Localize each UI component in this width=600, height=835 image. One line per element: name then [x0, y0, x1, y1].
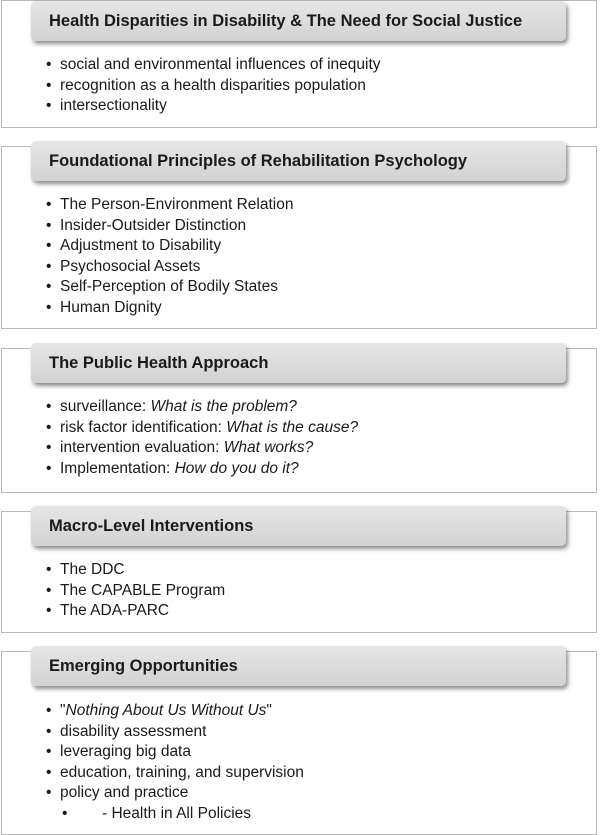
- list-item: • Human Dignity: [46, 298, 592, 319]
- section-header-emerging-opportunities: Emerging Opportunities: [31, 646, 566, 686]
- section-header-macro-level-interventions: Macro-Level Interventions: [31, 506, 566, 546]
- section-header-foundational-principles: Foundational Principles of Rehabilitation Psychology: [31, 141, 566, 181]
- list-item: • leveraging big data: [46, 742, 592, 763]
- list-item: • Implementation: How do you do it?: [46, 459, 592, 480]
- list-item: • intersectionality: [46, 96, 592, 117]
- section-list-public-health-approach: [46, 397, 592, 479]
- list-item: • Psychosocial Assets: [46, 257, 592, 278]
- list-item: • intervention evaluation: What works?: [46, 438, 592, 459]
- list-item: • surveillance: What is the problem?: [46, 397, 592, 418]
- section-list-health-disparities: [46, 55, 592, 117]
- list-item: • social and environmental influences of inequity: [46, 55, 592, 76]
- list-item: • disability assessment: [46, 722, 592, 743]
- section-list-emerging-opportunities: [46, 701, 592, 825]
- list-item: • The Person-Environment Relation: [46, 195, 592, 216]
- list-item: • Adjustment to Disability: [46, 236, 592, 257]
- list-item: • Self-Perception of Bodily States: [46, 277, 592, 298]
- list-item: • policy and practice: [46, 783, 592, 804]
- list-item: • The ADA-PARC: [46, 601, 592, 622]
- list-item: • recognition as a health disparities population: [46, 76, 592, 97]
- section-list-foundational-principles: [46, 195, 592, 319]
- section-header-health-disparities: Health Disparities in Disability & The Need for Social Justice: [31, 1, 566, 41]
- list-item: • The DDC: [46, 560, 592, 581]
- list-item: • risk factor identification: What is the cause?: [46, 418, 592, 439]
- section-header-public-health-approach: The Public Health Approach: [31, 343, 566, 383]
- list-subitem: • - Health in All Policies: [46, 804, 592, 825]
- list-item: • "Nothing About Us Without Us": [46, 701, 592, 722]
- list-item: • Insider-Outsider Distinction: [46, 216, 592, 237]
- section-list-macro-level-interventions: [46, 560, 592, 622]
- list-item: • education, training, and supervision: [46, 763, 592, 784]
- list-item: • The CAPABLE Program: [46, 581, 592, 602]
